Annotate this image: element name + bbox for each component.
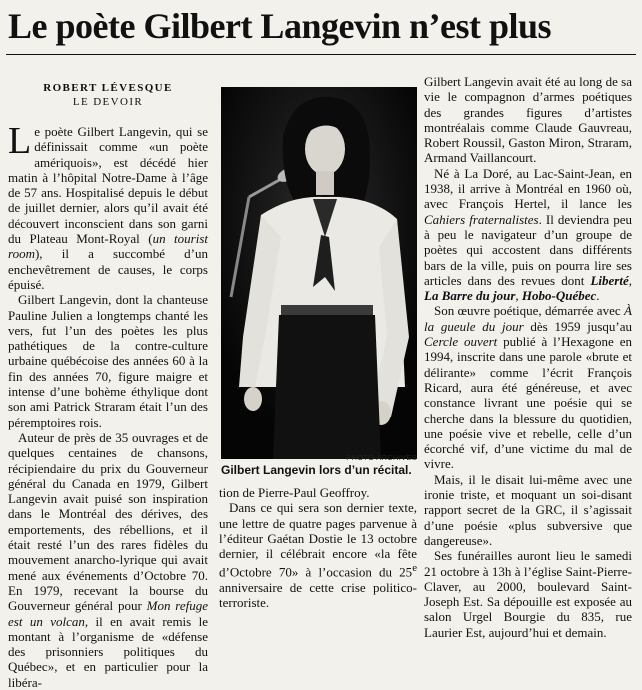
headline: Le poète Gilbert Langevin n’est plus bbox=[8, 6, 552, 46]
portrait-photo bbox=[221, 87, 417, 459]
headline-rule bbox=[6, 54, 636, 55]
byline bbox=[8, 82, 208, 108]
paragraph: Gilbert Langevin avait été au long de sa vie le compagnon d’armes poétiques des grandes figures d’artistes montréalais comme Claude Gauvreau, Robert Roussil, Gaston Miron, Straram, Armand Vaillancourt. bbox=[424, 74, 632, 166]
drop-cap: L bbox=[8, 120, 32, 162]
author-name: ROBERT LÉVESQUE bbox=[43, 82, 173, 94]
paragraph: Le poète Gilbert Langevin, qui se définissait comme «un poète amériquois», est décédé hier matin à l’hôpital Notre-Dame à l’âge de 57 ans. Hospitalisé depuis le début de juillet dernier, alors qu’il avait été découvert inconscient dans son garni du Plateau Mont-Royal (un tourist room), il a succombé d’un enchevêtrement de causes, le corps épuisé. bbox=[8, 120, 208, 292]
paragraph: Dans ce qui sera son dernier texte, une lettre de quatre pages parvenue à l’éditeur Gaétan Dostie le 13 octobre dernier, il célébrait encore «la fête d’Octobre 70» à l’occasion du 25e anniversaire de cette crise politico-terroriste. bbox=[219, 500, 417, 611]
photo-credit: PHOTO ARCHIVES bbox=[346, 453, 417, 462]
article-column-3 bbox=[424, 74, 632, 640]
paragraph: Gilbert Langevin, dont la chanteuse Pauline Julien a longtemps chanté les vers, fut l’un des poètes les plus pathétiques de la contre-culture urbaine québécoise des années 60 à la fin des années 70, figure maigre et intense d’une bohème éthylique dont son ami Patrick Straram était l’un des péremptoires rois. bbox=[8, 292, 208, 430]
paragraph: Son œuvre poétique, démarrée avec À la gueule du jour dès 1959 jusqu’au Cercle ouvert publié à l’Hexagone en 1994, inscrite dans une parole «brute et délirante» comme l’écrit François Ricard, aura été généreuse, et avec constance livrant une poésie qui se cherche dans la blessure du quotidien, une poésie vive et rebelle, celle d’un écorché vif, d’une victime du mal de vivre. bbox=[424, 303, 632, 472]
paragraph: Mais, il le disait lui-même avec une ironie triste, et moquant un soi-disant rapport secret de la GRC, il s’agissait d’une poésie «plus subversive que dangereuse». bbox=[424, 471, 632, 548]
paragraph: Auteur de près de 35 ouvrages et de quelques centaines de chansons, récipiendaire du prix du Gouverneur général du Canada en 1979, Gilbert Langevin avait puisé son inspiration dans le Montréal des dérives, des emportements, des rébellions, et il était resté l’un des rares fidèles du mouvement anarcho-lyrique qui avait mené aux événements d’Octobre 70. En 1979, recevant la bourse du Gouverneur général pour Mon refuge est un volcan, il en avait remis le montant à l’organisme de «défense des prisonniers politiques du Québec», et en particulier pour la libéra- bbox=[8, 429, 208, 690]
paragraph: Né à La Doré, au Lac-Saint-Jean, en 1938, il arrive à Montréal en 1960 où, avec François Hertel, il lance les Cahiers fraternalistes. Il deviendra peu à peu le navigateur d’un groupe de poètes qui accostent dans différents bars de la ville, puis on pourra lire ses articles dans des revues dont Liberté, La Barre du jour, Hobo-Québec. bbox=[424, 165, 632, 304]
article-column-2 bbox=[219, 485, 417, 611]
paragraph: Ses funérailles auront lieu le samedi 21 octobre à 13h à l’église Saint-Pierre-Claver, au 2000, boulevard Saint-Joseph Est. Sa dépouille est exposée au salon Urgel Bourgie du 835, rue Laurier Est, aujourd’hui et demain. bbox=[424, 548, 632, 640]
portrait-illustration bbox=[221, 87, 417, 459]
author-organization: LE DEVOIR bbox=[72, 96, 144, 108]
paragraph: tion de Pierre-Paul Geoffroy. bbox=[219, 485, 370, 500]
article-column-1 bbox=[8, 120, 208, 690]
photo-caption: Gilbert Langevin lors d’un récital. bbox=[221, 463, 412, 477]
